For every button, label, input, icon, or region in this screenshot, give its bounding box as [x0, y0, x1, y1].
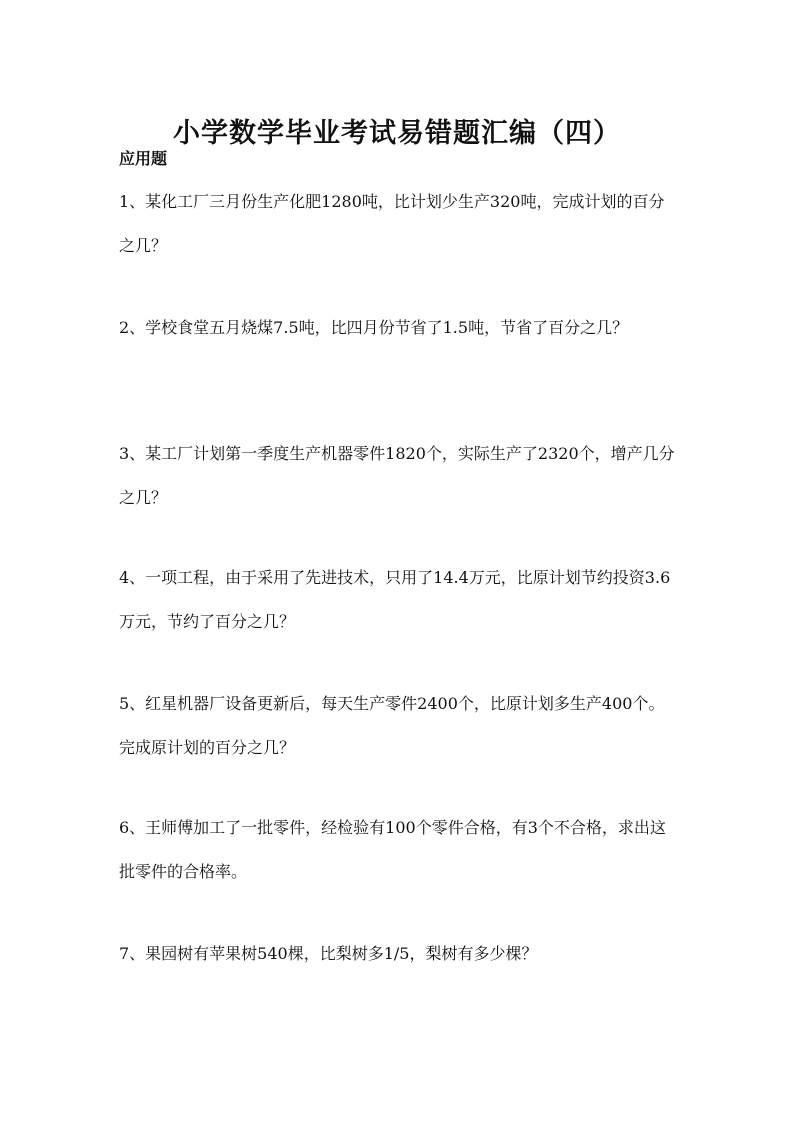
document-title: 小学数学毕业考试易错题汇编（四） — [173, 118, 621, 150]
question-1: 1、某化工厂三月份生产化肥1280吨，比计划少生产320吨，完成计划的百分之几？ — [119, 192, 665, 255]
section-heading: 应用题 — [119, 149, 168, 168]
question-3: 3、某工厂计划第一季度生产机器零件1820个，实际生产了2320个，增产几分之几？ — [119, 444, 675, 507]
question-7: 7、果园树有苹果树540棵，比梨树多1/5，梨树有多少棵？ — [119, 944, 538, 963]
question-2: 2、学校食堂五月烧煤7.5吨，比四月份节省了1.5吨，节省了百分之几？ — [119, 318, 629, 337]
question-6: 6、王师傅加工了一批零件，经检验有100个零件合格，有3个不合格，求出这批零件的合格率。 — [119, 818, 666, 881]
question-4: 4、一项工程，由于采用了先进技术，只用了14.4万元，比原计划节约投资3.6万元，节约了百分之几？ — [119, 568, 671, 631]
question-5: 5、红星机器厂设备更新后，每天生产零件2400个，比原计划多生产400个。完成原计划的百分之几？ — [119, 694, 665, 757]
